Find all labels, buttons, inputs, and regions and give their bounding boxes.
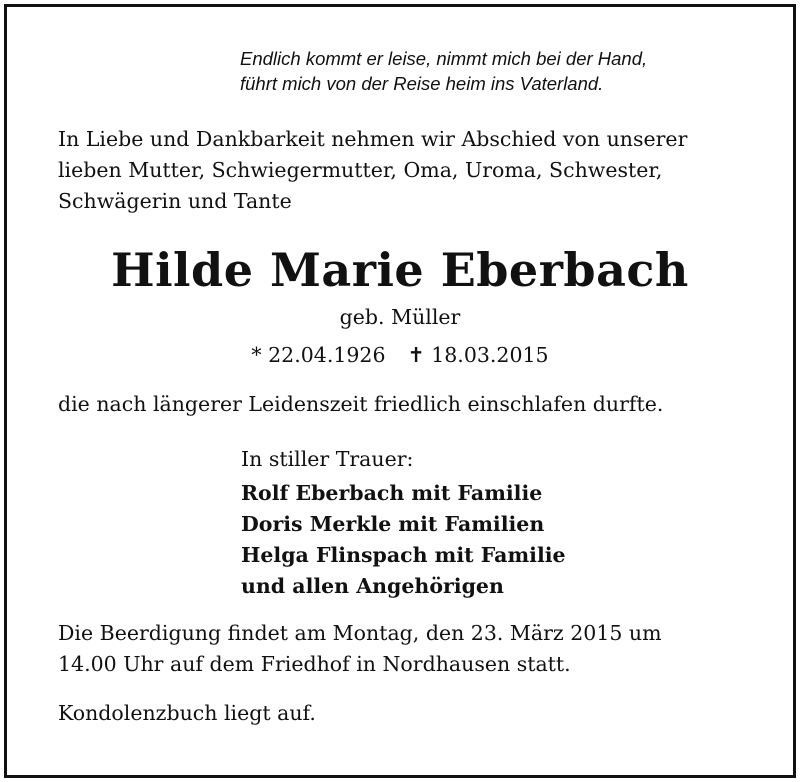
intro-line: In Liebe und Dankbarkeit nehmen wir Abschied von unserer xyxy=(58,127,688,151)
mourner-item: Helga Flinspach mit Familie xyxy=(241,543,566,567)
funeral-line: Die Beerdigung findet am Montag, den 23. März 2015 um xyxy=(58,621,662,645)
motto-line: führt mich von der Reise heim ins Vaterland. xyxy=(240,73,604,94)
birth-date: * 22.04.1926 xyxy=(251,343,386,367)
condolence-book-note: Kondolenzbuch liegt auf. xyxy=(58,701,316,725)
mourners-list xyxy=(241,478,566,602)
funeral-line: 14.00 Uhr auf dem Friedhof in Nordhausen statt. xyxy=(58,652,571,676)
mourner-item: und allen Angehörigen xyxy=(241,574,504,598)
motto-verse xyxy=(240,46,647,96)
mourner-item: Rolf Eberbach mit Familie xyxy=(241,481,543,505)
intro-line: Schwägerin und Tante xyxy=(58,189,292,213)
deceased-name: Hilde Marie Eberbach xyxy=(111,243,689,297)
passing-statement: die nach längerer Leidenszeit friedlich einschlafen durfte. xyxy=(58,392,664,416)
funeral-notice xyxy=(58,618,662,680)
motto-line: Endlich kommt er leise, nimmt mich bei der Hand, xyxy=(240,48,648,69)
mourner-item: Doris Merkle mit Familien xyxy=(241,512,545,536)
intro-paragraph xyxy=(58,124,758,217)
birth-name: geb. Müller xyxy=(339,305,461,329)
life-dates xyxy=(0,340,800,370)
mourning-intro: In stiller Trauer: xyxy=(241,447,414,471)
death-date: ✝ 18.03.2015 xyxy=(407,343,549,367)
intro-line: lieben Mutter, Schwiegermutter, Oma, Uroma, Schwester, xyxy=(58,158,663,182)
